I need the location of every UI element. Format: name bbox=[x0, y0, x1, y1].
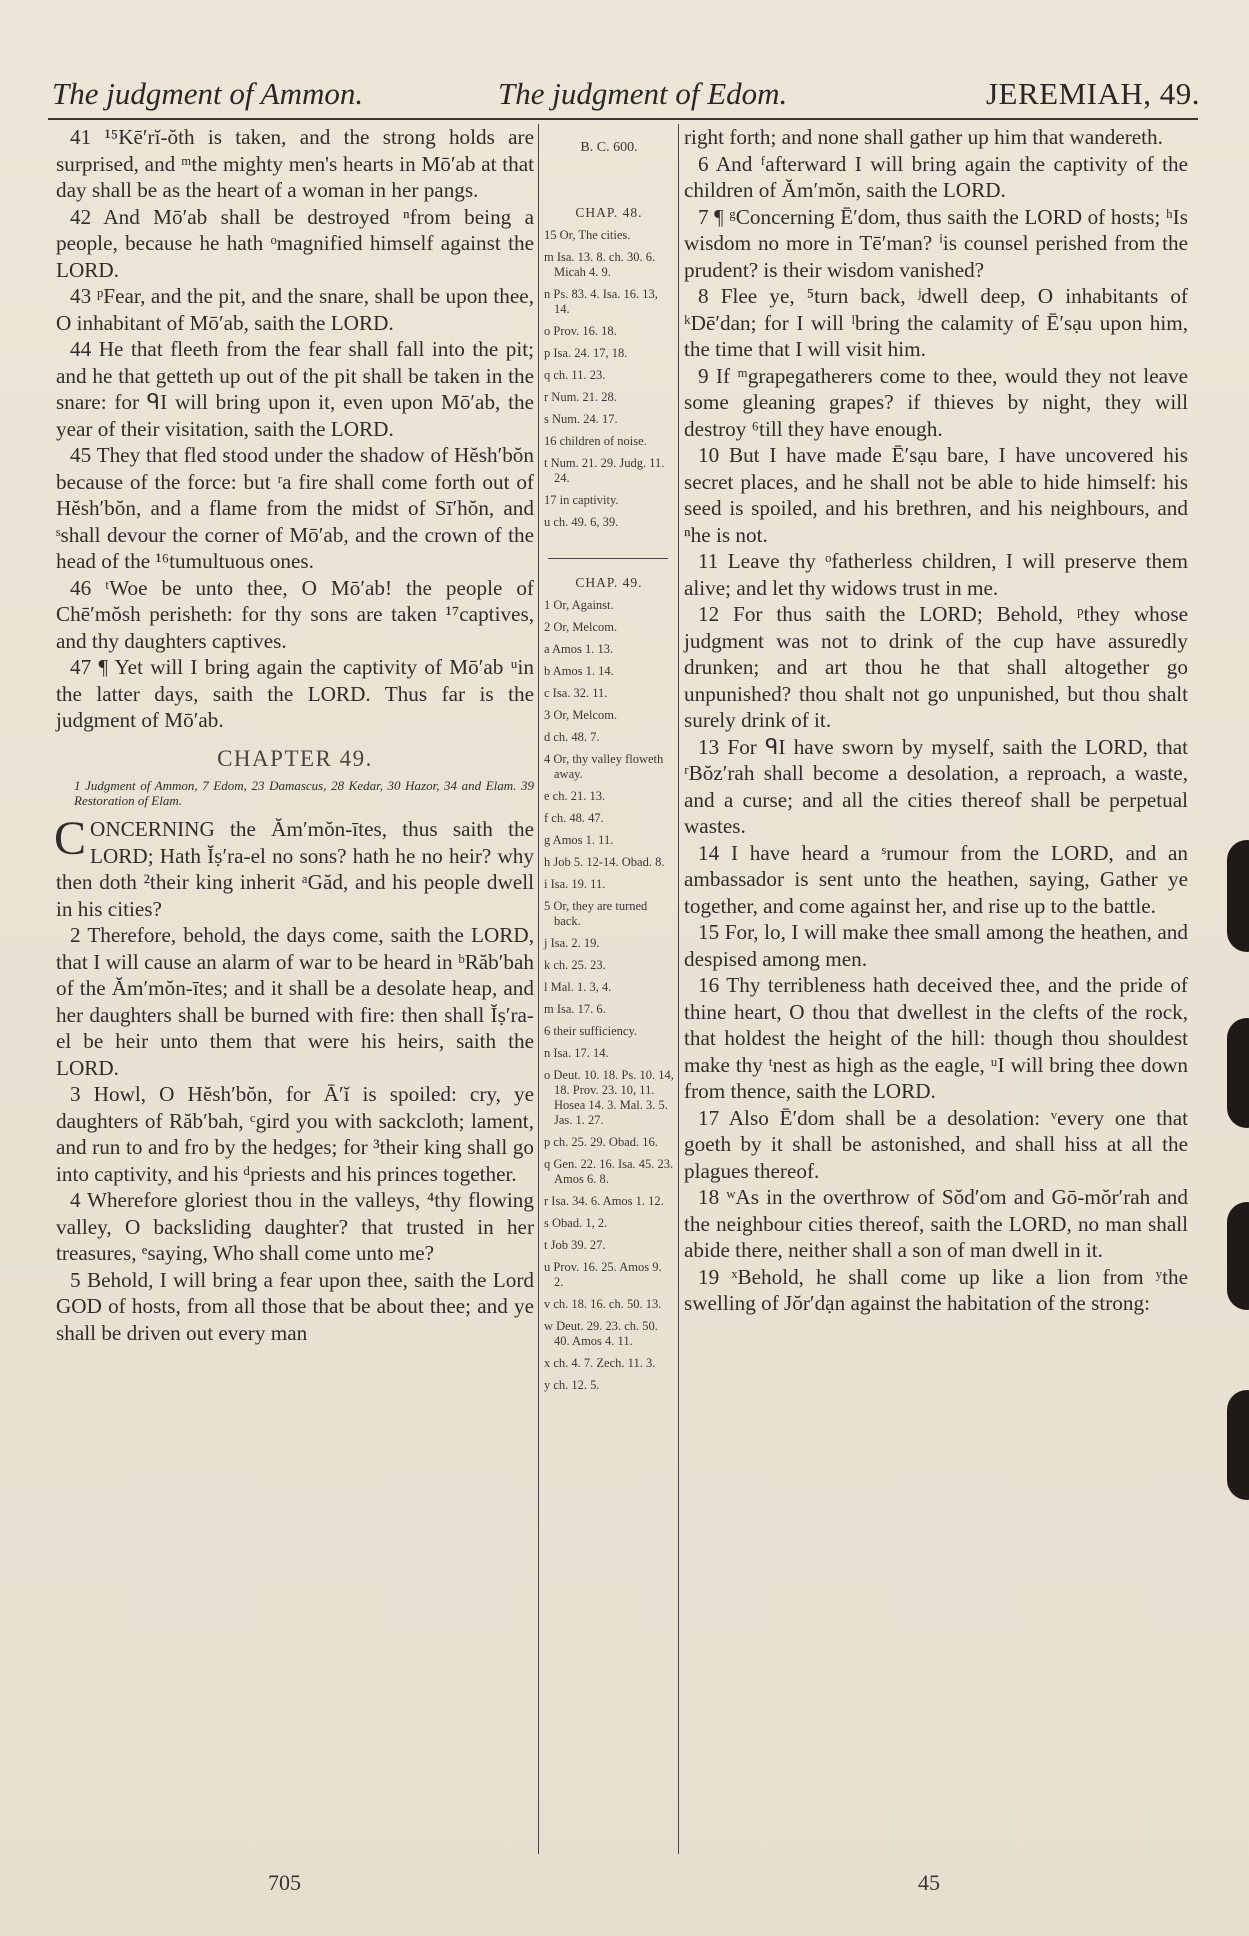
chapter-48-label: CHAP. 48. bbox=[575, 205, 643, 220]
cross-reference: y ch. 12. 5. bbox=[544, 1378, 600, 1392]
cross-reference: p Isa. 24. 17, 18. bbox=[544, 346, 628, 360]
cross-reference: a Amos 1. 13. bbox=[544, 642, 614, 656]
cross-reference: m Isa. 13. 8. ch. 30. 6. Micah 4. 9. bbox=[544, 250, 656, 279]
verse: 18 ʷAs in the overthrow of Sŏd′om and Gō-mŏr′rah and the neighbour cities thereof, saith the LORD, no man shall abide there, neither shall a son of man dwell in it. bbox=[684, 1185, 1188, 1262]
cross-reference: k ch. 25. 23. bbox=[544, 958, 606, 972]
cross-reference: o Deut. 10. 18. Ps. 10. 14, 18. Prov. 23. 10, 11. Hosea 14. 3. Mal. 3. 5. Jas. 1. 27. bbox=[544, 1068, 674, 1127]
cross-reference: 16 children of noise. bbox=[544, 434, 647, 448]
verse: 4 Wherefore gloriest thou in the valleys, ⁴thy flowing valley, O backsliding daughter? that trusted in her treasures, ᵉsaying, Who shall come unto me? bbox=[56, 1188, 534, 1265]
cross-reference: j Isa. 2. 19. bbox=[544, 936, 600, 950]
drop-cap: C bbox=[54, 812, 87, 865]
thumb-index-tab[interactable] bbox=[1227, 1390, 1249, 1500]
cross-reference: x ch. 4. 7. Zech. 11. 3. bbox=[544, 1356, 656, 1370]
cross-reference: t Job 39. 27. bbox=[544, 1238, 606, 1252]
cross-reference: n Ps. 83. 4. Isa. 16. 13, 14. bbox=[544, 287, 658, 316]
cross-reference: v ch. 18. 16. ch. 50. 13. bbox=[544, 1297, 662, 1311]
cross-reference: e ch. 21. 13. bbox=[544, 789, 606, 803]
chapter-48-references bbox=[544, 228, 674, 530]
cross-reference: 17 in captivity. bbox=[544, 493, 619, 507]
cross-reference: g Amos 1. 11. bbox=[544, 833, 614, 847]
right-text-column bbox=[684, 124, 1188, 1317]
cross-reference: u ch. 49. 6, 39. bbox=[544, 515, 619, 529]
cross-reference: b Amos 1. 14. bbox=[544, 664, 614, 678]
cross-reference: d ch. 48. 7. bbox=[544, 730, 600, 744]
verse: 45 They that fled stood under the shadow of Hĕsh′bŏn because of the force: but ʳa fire shall come forth out of Hĕsh′bŏn, and a flame from the midst of Sī′hŏn, and ˢshall devour the corner of Mō′ab, and the crown of the head of the ¹⁶tumultuous ones. bbox=[56, 443, 534, 573]
cross-reference: s Num. 24. 17. bbox=[544, 412, 618, 426]
verse: 9 If ᵐgrapegatherers come to thee, would they not leave some gleaning grapes? if thieves by night, they will destroy ⁶till they have enough. bbox=[684, 363, 1188, 441]
cross-reference: 4 Or, thy valley floweth away. bbox=[544, 752, 664, 781]
chapter-49-label: CHAP. 49. bbox=[575, 575, 643, 590]
cross-reference: t Num. 21. 29. Judg. 11. 24. bbox=[544, 456, 665, 485]
verse: 6 And ᶠafterward I will bring again the captivity of the children of Ăm′mŏn, saith the LORD. bbox=[684, 151, 1188, 202]
verse: 3 Howl, O Hĕsh′bŏn, for Ā′ĭ is spoiled: cry, ye daughters of Răb′bah, ᶜgird you with sackcloth; lament, and run to and fro by the hedges; for ³their king shall go into captivity, and his ᵈpriests and his princes together. bbox=[56, 1082, 534, 1186]
cross-reference: n Isa. 17. 14. bbox=[544, 1046, 609, 1060]
cross-reference: h Job 5. 12-14. Obad. 8. bbox=[544, 855, 665, 869]
cross-reference: r Num. 21. 28. bbox=[544, 390, 617, 404]
verse: right forth; and none shall gather up him that wandereth. bbox=[684, 125, 1163, 149]
thumb-index-tab[interactable] bbox=[1227, 1018, 1249, 1128]
thumb-index-tab[interactable] bbox=[1227, 1202, 1249, 1310]
verse: 42 And Mō′ab shall be destroyed ⁿfrom being a people, because he hath ᵒmagnified himself against the LORD. bbox=[56, 204, 534, 282]
cross-reference: f ch. 48. 47. bbox=[544, 811, 604, 825]
cross-reference: 15 Or, The cities. bbox=[544, 228, 631, 242]
thumb-index-tab[interactable] bbox=[1227, 840, 1249, 952]
page-number-left: 705 bbox=[268, 1870, 301, 1895]
verse-1 bbox=[54, 812, 534, 922]
verse: 16 Thy terribleness hath deceived thee, and the pride of thine heart, O thou that dwellest in the clefts of the rock, that holdest the height of the hill: though thou shouldest make thy ᵗnest as high as the eagle, ᵘI will bring thee down from thence, saith the LORD. bbox=[684, 973, 1188, 1103]
cross-reference: i Isa. 19. 11. bbox=[544, 877, 606, 891]
verse: 47 ¶ Yet will I bring again the captivity of Mō′ab ᵘin the latter days, saith the LORD. Thus far is the judgment of Mō′ab. bbox=[56, 655, 534, 732]
cross-reference: m Isa. 17. 6. bbox=[544, 1002, 606, 1016]
chapter-heading: CHAPTER 49. bbox=[217, 745, 373, 771]
verse: 7 ¶ ᵍConcerning Ē′dom, thus saith the LORD of hosts; ʰIs wisdom no more in Tē′man? ⁱis counsel perished from the prudent? is their wisdom vanished? bbox=[684, 204, 1188, 282]
cross-reference: q Gen. 22. 16. Isa. 45. 23. Amos 6. 8. bbox=[544, 1157, 674, 1186]
header-middle-title: The judgment of Edom. bbox=[498, 76, 788, 111]
date-label: B. C. 600. bbox=[580, 140, 638, 155]
chapter-49-references bbox=[544, 598, 674, 1393]
verse: 41 ¹⁵Kē′rĭ-ŏth is taken, and the strong holds are surprised, and ᵐthe mighty men's hearts in Mō′ab at that day shall be as the heart of a woman in her pangs. bbox=[56, 125, 534, 202]
verse: 13 For ᑫI have sworn by myself, saith the LORD, that ʳBŏz′rah shall become a desolation, a reproach, a waste, and a curse; and all the cities thereof shall be perpetual wastes. bbox=[684, 734, 1188, 838]
cross-reference: 1 Or, Against. bbox=[544, 598, 614, 612]
verse: 43 ᵖFear, and the pit, and the snare, shall be upon thee, O inhabitant of Mō′ab, saith the LORD. bbox=[56, 284, 534, 335]
verse: 2 Therefore, behold, the days come, saith the LORD, that I will cause an alarm of war to be heard in ᵇRăb′bah of the Ăm′mŏn-ītes; and it shall be a desolate heap, and her daughters shall be burned with fire: then shall Ĭṣ′ra-el be heir unto them that were his heirs, saith the LORD. bbox=[56, 923, 534, 1080]
cross-reference: 2 Or, Melcom. bbox=[544, 620, 618, 634]
cross-reference: s Obad. 1, 2. bbox=[544, 1216, 608, 1230]
column-divider-right bbox=[678, 124, 679, 1854]
cross-reference: 5 Or, they are turned back. bbox=[544, 899, 648, 928]
header-rule bbox=[48, 118, 1198, 120]
cross-reference: p ch. 25. 29. Obad. 16. bbox=[544, 1135, 658, 1149]
verse: 8 Flee ye, ⁵turn back, ʲdwell deep, O inhabitants of ᵏDē′dan; for I will ˡbring the calamity of Ē′sạu upon him, the time that I will visit him. bbox=[684, 284, 1188, 361]
verse: 19 ˣBehold, he shall come up like a lion from ʸthe swelling of Jŏr′dạn against the habitation of the strong: bbox=[684, 1264, 1188, 1315]
cross-reference: q ch. 11. 23. bbox=[544, 368, 606, 382]
reference-divider bbox=[548, 558, 668, 559]
cross-reference: o Prov. 16. 18. bbox=[544, 324, 617, 338]
verse: 5 Behold, I will bring a fear upon thee, saith the Lord GOD of hosts, from all those that be about thee; and ye shall be driven out every man bbox=[56, 1267, 534, 1345]
verse: 12 For thus saith the LORD; Behold, ᵖthey whose judgment was not to drink of the cup have assuredly drunken; and art thou he that shall altogether go unpunished? thou shalt not go unpunished, but thou shalt surely drink of it. bbox=[684, 602, 1188, 732]
verse-1-text: ONCERNING the Ăm′mŏn-ītes, thus saith the LORD; Hath Ĭṣ′ra-el no sons? hath he no heir? why then doth ²their king inherit ᵃGăd, and his people dwell in his cities? bbox=[56, 817, 534, 921]
verse: 14 I have heard a ˢrumour from the LORD, and an ambassador is sent unto the heathen, saying, Gather ye together, and come against her, and rise up to the battle. bbox=[684, 840, 1188, 918]
cross-reference: l Mal. 1. 3, 4. bbox=[544, 980, 612, 994]
verse: 15 For, lo, I will make thee small among the heathen, and despised among men. bbox=[684, 920, 1188, 971]
header-book-chapter: JEREMIAH, 49. bbox=[985, 76, 1200, 111]
cross-reference-column bbox=[544, 132, 674, 1400]
left-text-column bbox=[56, 124, 534, 1346]
verse: 17 Also Ē′dom shall be a desolation: ᵛevery one that goeth by it shall be astonished, and shall hiss at all the plagues thereof. bbox=[684, 1105, 1188, 1183]
verse: 44 He that fleeth from the fear shall fall into the pit; and he that getteth up out of the pit shall be taken in the snare: for ᑫI will bring upon it, even upon Mō′ab, the year of their visitation, saith the LORD. bbox=[56, 337, 534, 441]
column-divider-left bbox=[538, 124, 539, 1854]
chapter-summary: 1 Judgment of Ammon, 7 Edom, 23 Damascus, 28 Kedar, 30 Hazor, 34 and Elam. 39 Restoration of Elam. bbox=[74, 778, 534, 808]
running-header bbox=[48, 72, 1218, 122]
cross-reference: 6 their sufficiency. bbox=[544, 1024, 638, 1038]
page-number-right: 45 bbox=[918, 1870, 940, 1895]
cross-reference: u Prov. 16. 25. Amos 9. 2. bbox=[544, 1260, 662, 1289]
cross-reference: r Isa. 34. 6. Amos 1. 12. bbox=[544, 1194, 664, 1208]
cross-reference: 3 Or, Melcom. bbox=[544, 708, 618, 722]
cross-reference: c Isa. 32. 11. bbox=[544, 686, 608, 700]
header-left-title: The judgment of Ammon. bbox=[52, 76, 364, 111]
verse: 10 But I have made Ē′sạu bare, I have uncovered his secret places, and he shall not be able to hide himself: his seed is spoiled, and his brethren, and his neighbours, and ⁿhe is not. bbox=[684, 443, 1188, 547]
cross-reference: w Deut. 29. 23. ch. 50. 40. Amos 4. 11. bbox=[544, 1319, 658, 1348]
verse: 46 ᵗWoe be unto thee, O Mō′ab! the people of Chē′mŏsh perisheth: for thy sons are taken ¹⁷captives, and thy daughters captives. bbox=[56, 575, 534, 653]
verse: 11 Leave thy ᵒfatherless children, I will preserve them alive; and let thy widows trust in me. bbox=[684, 549, 1188, 600]
